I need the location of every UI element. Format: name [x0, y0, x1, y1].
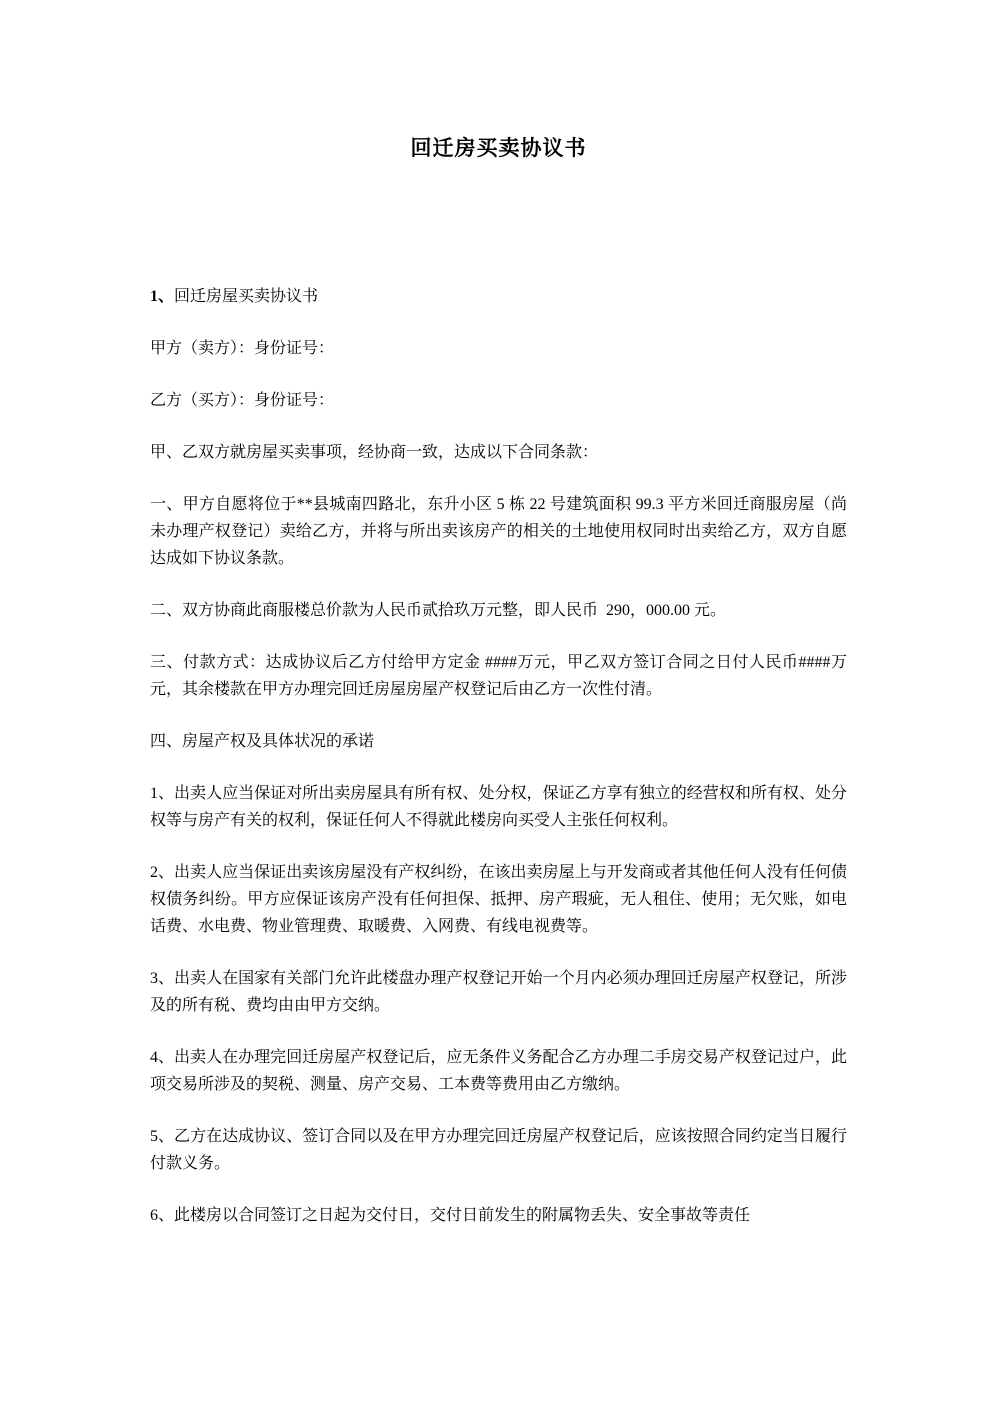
clause-3-payment: 三、付款方式：达成协议后乙方付给甲方定金 ####万元，甲乙双方签订合同之日付人民币####万元，其余楼款在甲方办理完回迁房屋房屋产权登记后由乙方一次性付清。 [150, 654, 847, 698]
clause-4-item-4: 4、出卖人在办理完回迁房屋产权登记后，应无条件义务配合乙方办理二手房交易产权登记过户，此项交易所涉及的契税、测量、房产交易、工本费等费用由乙方缴纳。 [150, 1049, 847, 1093]
clause-4-item-5: 5、乙方在达成协议、签订合同以及在甲方办理完回迁房屋产权登记后，应该按照合同约定当日履行付款义务。 [150, 1128, 847, 1172]
party-b-line: 乙方（买方）：身份证号： [150, 392, 335, 409]
preamble: 甲、乙双方就房屋买卖事项，经协商一致，达成以下合同条款： [150, 444, 599, 461]
list-item-1 [150, 283, 847, 310]
document-content [150, 133, 847, 1254]
list-item-1-text: 回迁房屋买卖协议书 [174, 288, 319, 305]
clause-1: 一、甲方自愿将位于**县城南四路北，东升小区 5 栋 22 号建筑面积 99.3 平方米回迁商服房屋（尚未办理产权登记）卖给乙方，并将与所出卖该房产的相关的土地使用权同时出卖给乙方，双方自愿达成如下协议条款。 [150, 496, 847, 567]
list-item-1-number: 1、 [150, 288, 175, 305]
document-title: 回迁房买卖协议书 [410, 136, 587, 160]
clause-2-price: 二、双方协商此商服楼总价款为人民币贰拾玖万元整，即人民币 290，000.00 元。 [150, 602, 727, 619]
party-a-line: 甲方（卖方）：身份证号： [150, 340, 335, 357]
clause-4-item-6: 6、此楼房以合同签订之日起为交付日，交付日前发生的附属物丢失、安全事故等责任 [150, 1207, 751, 1224]
clause-4-item-3: 3、出卖人在国家有关部门允许此楼盘办理产权登记开始一个月内必须办理回迁房屋产权登记，所涉及的所有税、费均由由甲方交纳。 [150, 970, 847, 1014]
clause-4-item-1: 1、出卖人应当保证对所出卖房屋具有所有权、处分权，保证乙方享有独立的经营权和所有权、处分权等与房产有关的权利，保证任何人不得就此楼房向买受人主张任何权利。 [150, 785, 847, 829]
clause-4-item-2: 2、出卖人应当保证出卖该房屋没有产权纠纷，在该出卖房屋上与开发商或者其他任何人没有任何债权债务纠纷。甲方应保证该房产没有任何担保、抵押、房产瑕疵，无人租住、使用；无欠账，如电话费、水电费、物业管理费、取暖费、入网费、有线电视费等。 [150, 864, 847, 935]
clause-4-heading: 四、房屋产权及具体状况的承诺 [150, 733, 375, 750]
